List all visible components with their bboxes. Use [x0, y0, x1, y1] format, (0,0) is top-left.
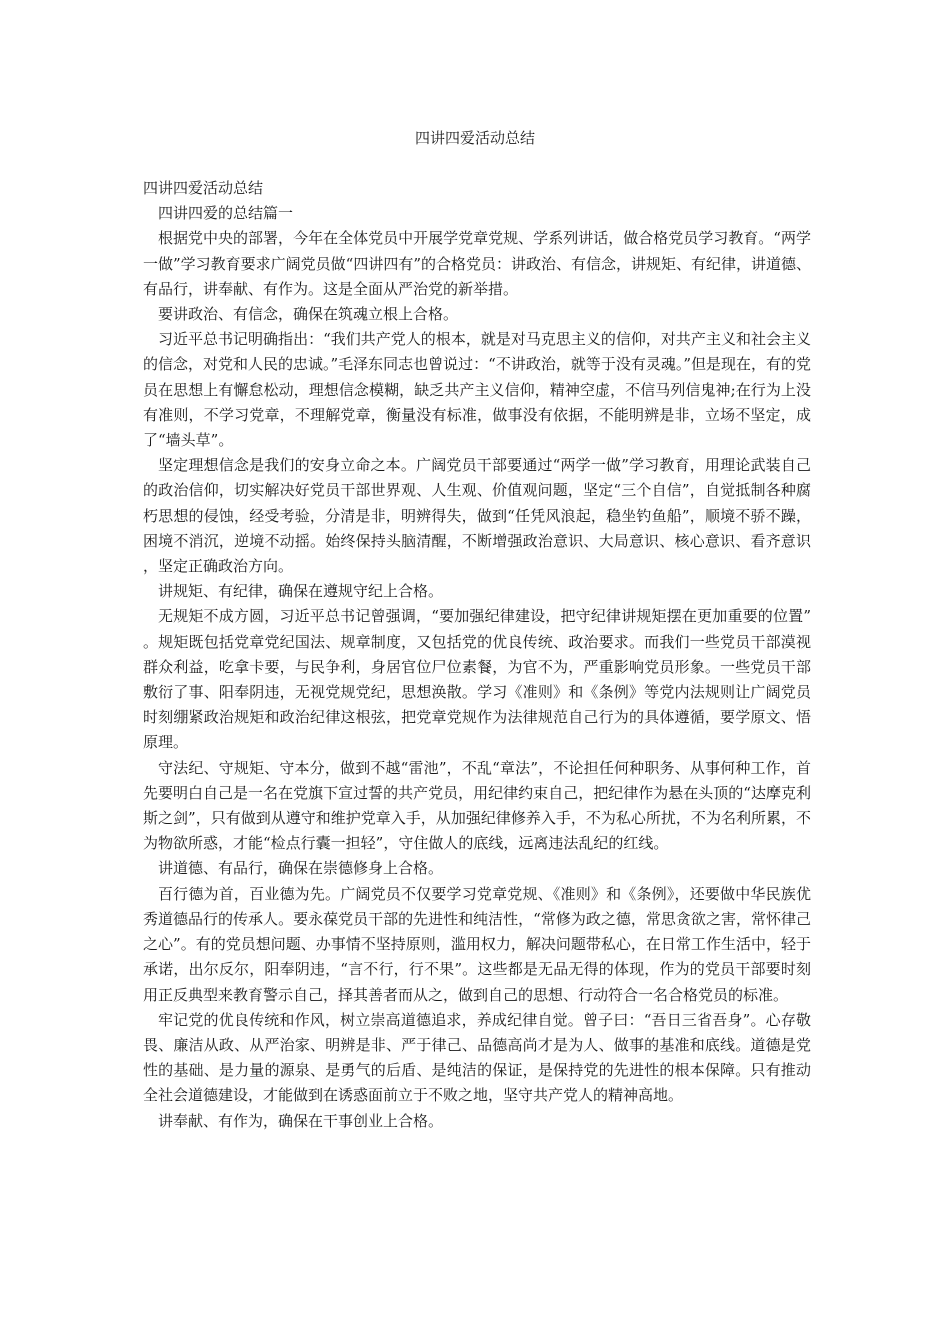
paragraph: 习近平总书记明确指出：“我们共产党人的根本，就是对马克思主义的信仰，对共产主义和社会主义的信念，对党和人民的忠诚。”毛泽东同志也曾说过：“不讲政治，就等于没有灵魂。”但是现在，有的党员在思想上有懈怠松动，理想信念模糊，缺乏共产主义信仰，精神空虚，不信马列信鬼神;在行为上没有准则，不学习党章，不理解党章，衡量没有标准，做事没有依据，不能明辨是非，立场不坚定，成了“墙头草”。: [143, 330, 812, 450]
paragraph: 坚定理想信念是我们的安身立命之本。广阔党员干部要通过“两学一做”学习教育，用理论武装自己的政治信仰，切实解决好党员干部世界观、人生观、价值观问题，坚定“三个自信”，自觉抵制各种腐朽思想的侵蚀，经受考验，分清是非，明辨得失，做到“任凭风浪起，稳坐钓鱼船”，顺境不骄不躁，困境不消沉，逆境不动摇。始终保持头脑清醒，不断增强政治意识、大局意识、核心意识、看齐意识，坚定正确政治方向。: [143, 456, 811, 576]
paragraph: 根据党中央的部署，今年在全体党员中开展学党章党规、学系列讲话，做合格党员学习教育。“两学一做”学习教育要求广阔党员做“四讲四有”的合格党员：讲政治、有信念，讲规矩、有纪律，讲道德、有品行，讲奉献、有作为。这是全面从严治党的新举措。: [143, 229, 812, 298]
section-heading: 讲道德、有品行，确保在崇德修身上合格。: [158, 859, 444, 878]
body-heading: 四讲四爱活动总结: [143, 179, 264, 197]
section-heading: 讲规矩、有纪律，确保在遵规守纪上合格。: [158, 582, 444, 601]
paragraph: 无规矩不成方圆，习近平总书记曾强调，“要加强纪律建设，把守纪律讲规矩摆在更加重要的位置”。规矩既包括党章党纪国法、规章制度，又包括党的优良传统、政治要求。而我们一些党员干部漠视群众利益，吃拿卡要，与民争利，身居官位尸位素餐，为官不为，严重影响党员形象。一些党员干部敷衍了事、阳奉阴违，无视党规党纪，思想涣散。学习《准则》和《条例》等党内法规则让广阔党员时刻绷紧政治规矩和政治纪律这根弦，把党章党规作为法律规范自己行为的具体遵循，要学原文、悟原理。: [143, 607, 811, 752]
document-body: [143, 176, 811, 1134]
document-title: 四讲四爱活动总结: [414, 129, 535, 147]
section-subtitle: 四讲四爱的总结篇一: [158, 204, 294, 223]
paragraph: 守法纪、守规矩、守本分，做到不越“雷池”，不乱“章法”，不论担任何种职务、从事何种工作，首先要明白自己是一名在党旗下宣过誓的共产党员，用纪律约束自己，把纪律作为悬在头顶的“达摩克利斯之剑”，只有做到从遵守和维护党章入手，从加强纪律修养入手，不为私心所扰，不为名利所累，不为物欲所惑，才能“检点行囊一担轻”，守住做人的底线，远离违法乱纪的红线。: [143, 758, 811, 853]
section-heading: 要讲政治、有信念，确保在筑魂立根上合格。: [158, 305, 459, 324]
paragraph: 百行德为首，百业德为先。广阔党员不仅要学习党章党规、《准则》和《条例》，还要做中华民族优秀道德品行的传承人。要永葆党员干部的先进性和纯洁性，“常修为政之德，常思贪欲之害，常怀律己之心”。有的党员想问题、办事情不坚持原则，滥用权力，解决问题带私心，在日常工作生活中，轻于承诺，出尔反尔，阳奉阴违，“言不行，行不果”。这些都是无品无得的体现，作为的党员干部要时刻用正反典型来教育警示自己，择其善者而从之，做到自己的思想、行动符合一名合格党员的标准。: [143, 884, 811, 1004]
paragraph: 牢记党的优良传统和作风，树立崇高道德追求，养成纪律自觉。曾子曰：“吾日三省吾身”。心存敬畏、廉洁从政、从严治家、明辨是非、严于律己、品德高尚才是为人、做事的基准和底线。道德是党性的基础、是力量的源泉、是勇气的后盾、是纯洁的保证，是保持党的先进性的根本保障。只有推动全社会道德建设，才能做到在诱惑面前立于不败之地，坚守共产党人的精神高地。: [143, 1010, 811, 1105]
section-heading: 讲奉献、有作为，确保在干事创业上合格。: [158, 1111, 444, 1130]
